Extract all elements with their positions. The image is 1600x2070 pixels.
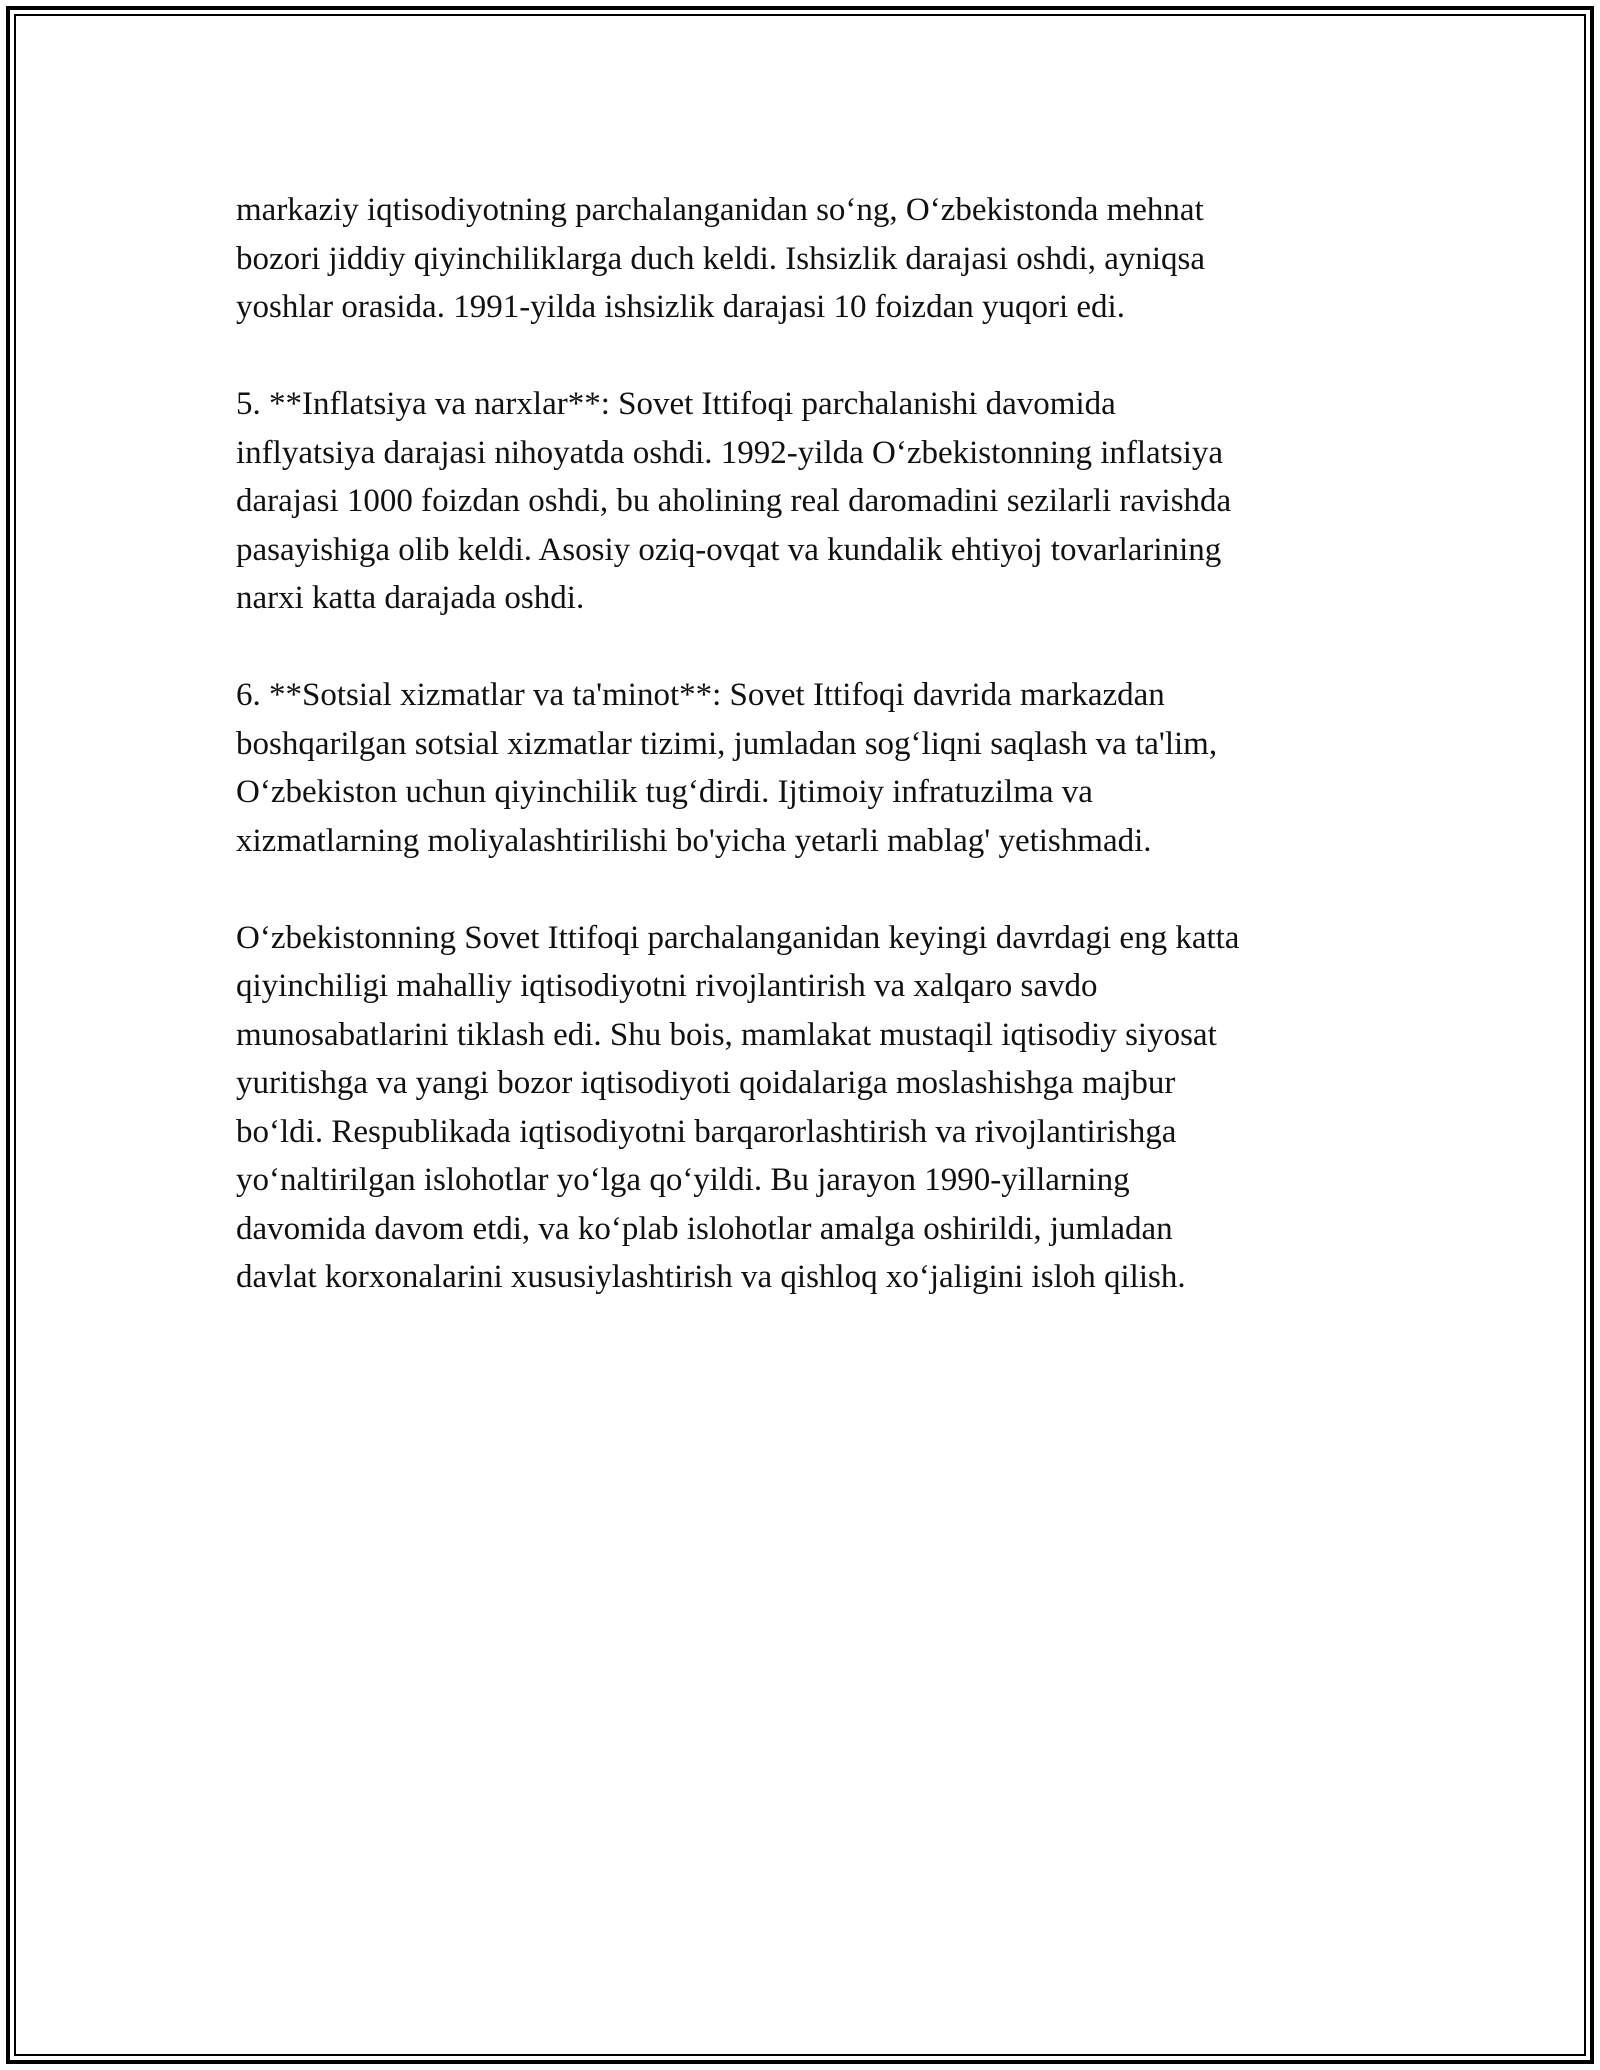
text-line: O‘zbekistonning Sovet Ittifoqi parchalanganidan keyingi davrdagi eng katta (236, 919, 1240, 956)
text-line: boshqarilgan sotsial xizmatlar tizimi, jumladan sog‘liqni saqlash va ta'lim, (236, 725, 1218, 762)
text-line: darajasi 1000 foizdan oshdi, bu aholining real daromadini sezilarli ravishda (236, 483, 1232, 519)
text-line: xizmatlarning moliyalashtirilishi bo'yicha yetarli mablag' yetishmadi. (236, 822, 1152, 859)
text-line: yuritishga va yangi bozor iqtisodiyoti qoidalariga moslashishga majbur (236, 1065, 1176, 1101)
text-line: O‘zbekiston uchun qiyinchilik tug‘dirdi. Ijtimoiy infratuzilma va (236, 774, 1093, 810)
paragraph-item-6-social-services (236, 671, 1406, 865)
text-line: bo‘ldi. Respublikada iqtisodiyotni barqarorlashtirish va rivojlantirishga (236, 1113, 1177, 1150)
text-line: pasayishiga olib keldi. Asosiy oziq-ovqat va kundalik ehtiyoj tovarlarining (236, 531, 1222, 568)
text-line: 6. **Sotsial xizmatlar va ta'minot**: Sovet Ittifoqi davrida markazdan (236, 677, 1165, 713)
paragraph-intro-continuation (236, 186, 1406, 332)
text-line: davomida davom etdi, va ko‘plab islohotlar amalga oshirildi, jumladan (236, 1210, 1173, 1247)
text-line: qiyinchiligi mahalliy iqtisodiyotni rivojlantirish va xalqaro savdo (236, 968, 1098, 1004)
text-line: bozori jiddiy qiyinchiliklarga duch keldi. Ishsizlik darajasi oshdi, ayniqsa (236, 240, 1206, 277)
text-line: narxi katta darajada oshdi. (236, 580, 585, 616)
paragraph-item-5-inflation (236, 380, 1406, 623)
text-line: yo‘naltirilgan islohotlar yo‘lga qo‘yildi. Bu jarayon 1990-yillarning (236, 1162, 1130, 1198)
paragraph-conclusion (236, 914, 1406, 1302)
text-line: davlat korxonalarini xususiylashtirish va qishloq xo‘jaligini isloh qilish. (236, 1259, 1186, 1295)
text-line: 5. **Inflatsiya va narxlar**: Sovet Ittifoqi parchalanishi davomida (236, 386, 1116, 422)
text-line: markaziy iqtisodiyotning parchalanganidan so‘ng, O‘zbekistonda mehnat (236, 192, 1204, 228)
text-line: inflyatsiya darajasi nihoyatda oshdi. 1992-yilda O‘zbekistonning inflatsiya (236, 434, 1224, 471)
text-line: munosabatlarini tiklash edi. Shu bois, mamlakat mustaqil iqtisodiy siyosat (236, 1016, 1217, 1053)
text-line: yoshlar orasida. 1991-yilda ishsizlik darajasi 10 foizdan yuqori edi. (236, 289, 1125, 325)
document-body (236, 186, 1406, 1350)
